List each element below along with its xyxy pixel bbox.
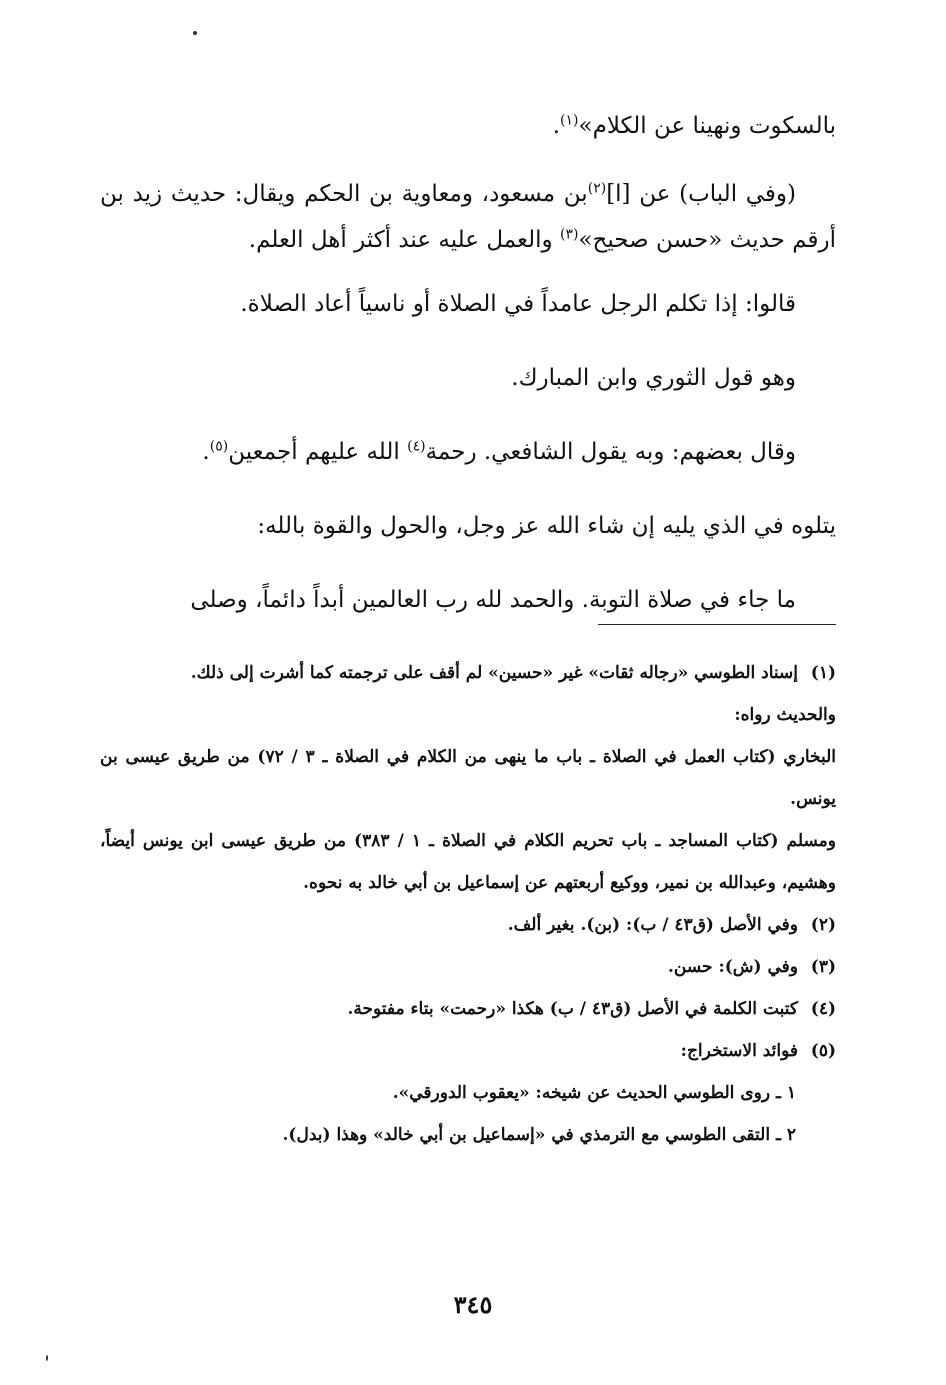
footnote-number: (٣) bbox=[810, 957, 836, 977]
paragraph: يتلوه في الذي يليه إن شاء الله عز وجل، والحول والقوة بالله: bbox=[257, 513, 836, 539]
footnote-ref[interactable]: (٢) bbox=[587, 180, 607, 197]
footnote-1-line: البخاري (كتاب العمل في الصلاة ـ باب ما ينهى من الكلام في الصلاة ـ ٣ / ٧٢) من طريق عيسى بن يونس. bbox=[100, 747, 837, 809]
footnote-ref[interactable]: (٤) bbox=[407, 438, 426, 455]
page-number: ٣٤٥ bbox=[453, 1290, 493, 1319]
footnote-ref[interactable]: (٥) bbox=[209, 438, 229, 455]
ink-speck bbox=[193, 31, 197, 35]
paragraph: وقال بعضهم: وبه يقول الشافعي. رحمة$^{(٤)}$ الله عليهم أجمعين$^{(٥)}$. bbox=[202, 438, 796, 465]
footnote-ref[interactable]: (٣) bbox=[559, 226, 579, 243]
footnote-divider bbox=[598, 624, 836, 625]
paragraph: (وفي الباب) عن [ا]$^{(٢)}$بن مسعود، ومعاوية بن الحكم ويقال: حديث زيد بن أرقم حديث «حسن صحيح»$^{(٣)}$ والعمل عليه عند أكثر أهل العلم. bbox=[100, 180, 836, 253]
footnote-number: (٤) bbox=[810, 999, 836, 1019]
main-text bbox=[100, 95, 836, 643]
footnote-5-item: ٢ ـ التقى الطوسي مع الترمذي في «إسماعيل بن أبي خالد» وهذا (بدل). bbox=[282, 1125, 796, 1145]
footnote-1: (١)إسناد الطوسي «رجاله ثقات» غير «حسين» لم أقف على ترجمته كما أشرت إلى ذلك. bbox=[100, 652, 836, 694]
footnote-5: (٥)فوائد الاستخراج: bbox=[100, 1030, 836, 1072]
footnote-1-line: ومسلم (كتاب المساجد ـ باب تحريم الكلام في الصلاة ـ ١ / ٣٨٣) من طريق عيسى ابن يونس أيضاً، وهشيم، وعبدالله بن نمير، ووكيع أربعتهم عن إسماعيل بن أبي خالد به نحوه. bbox=[100, 831, 836, 893]
footnote-1-line: والحديث رواه: bbox=[734, 705, 836, 725]
paragraph: قالوا: إذا تكلم الرجل عامداً في الصلاة أو ناسياً أعاد الصلاة. bbox=[240, 291, 796, 317]
ink-speck bbox=[46, 1355, 48, 1361]
footnote-2: (٢)وفي الأصل (ق٤٣ / ب): (بن). بغير ألف. bbox=[100, 904, 836, 946]
footnote-5-item: ١ ـ روى الطوسي الحديث عن شيخه: «يعقوب الدورقي». bbox=[392, 1083, 796, 1103]
footnote-number: (٥) bbox=[810, 1041, 836, 1061]
footnote-4: (٤)كتبت الكلمة في الأصل (ق٤٣ / ب) هكذا «رحمت» بتاء مفتوحة. bbox=[100, 988, 836, 1030]
paragraph: ما جاء في صلاة التوبة. والحمد لله رب العالمين أبداً دائماً، وصلى bbox=[190, 587, 796, 613]
footnote-number: (٢) bbox=[810, 915, 836, 935]
footnote-number: (١) bbox=[810, 663, 836, 683]
paragraph: وهو قول الثوري وابن المبارك. bbox=[511, 365, 796, 391]
footnote-ref[interactable]: (١) bbox=[560, 112, 579, 129]
footnote-3: (٣)وفي (ش): حسن. bbox=[100, 946, 836, 988]
paragraph: بالسكوت ونهينا عن الكلام»$^{(١)}$. bbox=[552, 112, 836, 139]
footnotes bbox=[100, 652, 836, 1156]
